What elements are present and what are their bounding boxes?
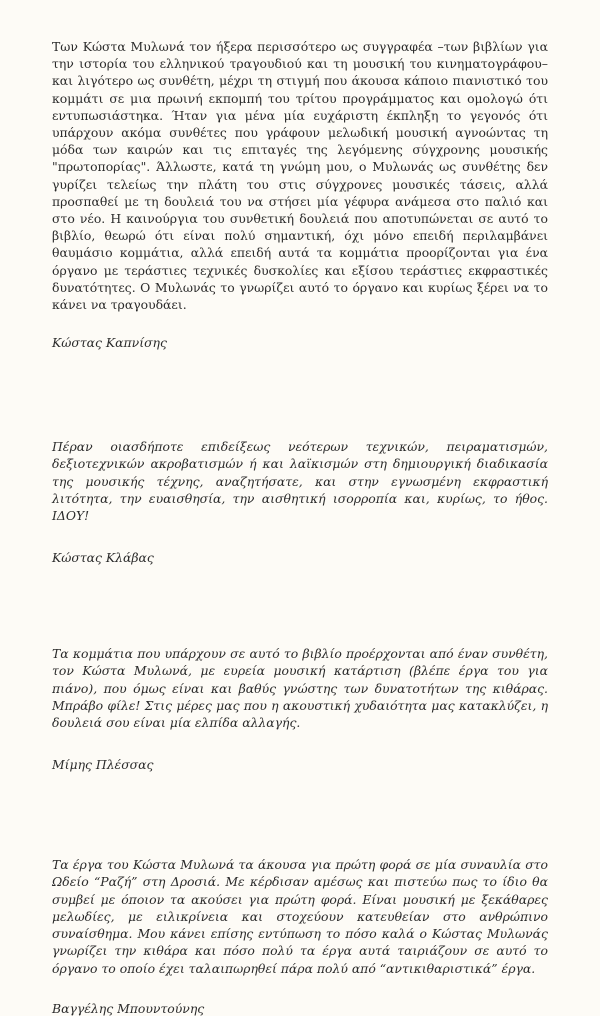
testimonial-text-kapnisis: Των Κώστα Μυλωνά τον ήξερα περισσότερο ως συγγραφέα –των βιβλίων για την ιστορία του ελληνικού τραγουδιού και τη μουσική του κινηματογράφου– και λιγότερο ως συνθέτη, μέχρι τη στιγμή που άκουσα κάποιο πιανιστικό του κομμάτι σε μια πρωινή εκπομπή του τρίτου προγράμματος και ομολογώ ότι εντυπωσιάστηκα. Ήταν για μένα μία ευχάριστη έκπληξη το γεγονός ότι υπάρχουν ακόμα συνθέτες που γράφουν μελωδική μουσική αγνοώντας τη μόδα των καιρών και τις επιταγές της λεγόμενης σύγχρονης μουσικής "πρωτοπορίας". Άλλωστε, κατά τη γνώμη μου, ο Μυλωνάς ως συνθέτης δεν γυρίζει τελείως την πλάτη του στις σύγχρονες μουσικές τάσεις, αλλά προσπαθεί με τη δουλειά του να στήσει μία γέφυρα ανάμεσα στο παλιό και στο νέο. Η καινούργια του συνθετική δουλειά που αποτυπώνεται σε αυτό το βιβλίο, θεωρώ ότι είναι πολύ σημαντική, όχι μόνο επειδή περιλαμβάνει θαυμάσιο κομμάτια, αλλά επειδή αυτά τα κομμάτια προορίζονται για ένα όργανο με τεράστιες τεχνικές δυσκολίες και εξίσου τεράστιες εκφραστικές δυνατότητες. Ο Μυλωνάς το γνωρίζει αυτό το όργανο και κυρίως ξέρει να το κάνει να τραγουδάει. (52, 39, 548, 313)
testimonial-author-plessas: Μίμης Πλέσσας (52, 757, 154, 773)
testimonial-text-klavas: Πέραν οιασδήποτε επιδείξεως νεότερων τεχνικών, πειραματισμών, δεξιοτεχνικών ακροβατισμών ή και λαϊκισμών στη δημιουργική διαδικασία της μουσικής τέχνης, αναζητήσατε, και στην εγνωσμένη εκφραστική λιτότητα, την ευαισθησία, την αισθητική ισορροπία και, κυρίως, το ήθος. ΙΔΟΥ! (52, 439, 548, 524)
testimonial-author-kapnisis: Κώστας Καπνίσης (52, 335, 167, 351)
testimonial-author-klavas: Κώστας Κλάβας (52, 550, 154, 566)
testimonial-text-plessas: Τα κομμάτια που υπάρχουν σε αυτό το βιβλίο προέρχονται από έναν συνθέτη, τον Κώστα Μυλωνά, με ευρεία μουσική κατάρτιση (βλέπε έργα του για πιάνο), που όμως είναι και βαθύς γνώστης των δυνατοτήτων της κιθάρας. Μπράβο φίλε! Στις μέρες μας που η ακουστική χυδαιότητα μας κατακλύζει, η δουλειά σου είναι μία ελπίδα αλλαγής. (52, 646, 548, 731)
testimonial-author-bountounis: Βαγγέλης Μπουντούνης (52, 1000, 205, 1016)
testimonial-text-bountounis: Τα έργα του Κώστα Μυλωνά τα άκουσα για πρώτη φορά σε μία συναυλία στο Ωδείο “Ραζή” στη Δροσιά. Με κέρδισαν αμέσως και πιστεύω πως το ίδιο θα συμβεί με όποιον τα ακούσει για πρώτη φορά. Είναι μουσική με ξεκάθαρες μελωδίες, με ειλικρίνεια και στοχεύουν κατευθείαν στο ανθρώπινο συναίσθημα. Μου κάνει επίσης εντύπωση το πόσο καλά ο Κώστας Μυλωνάς γνωρίζει την κιθάρα και πόσο πολύ τα έργα αυτά ταιριάζουν σε αυτό το όργανο το οποίο έχει ταλαιπωρηθεί πάρα πολύ από “αντικιθαριστικά” έργα. (52, 857, 548, 976)
